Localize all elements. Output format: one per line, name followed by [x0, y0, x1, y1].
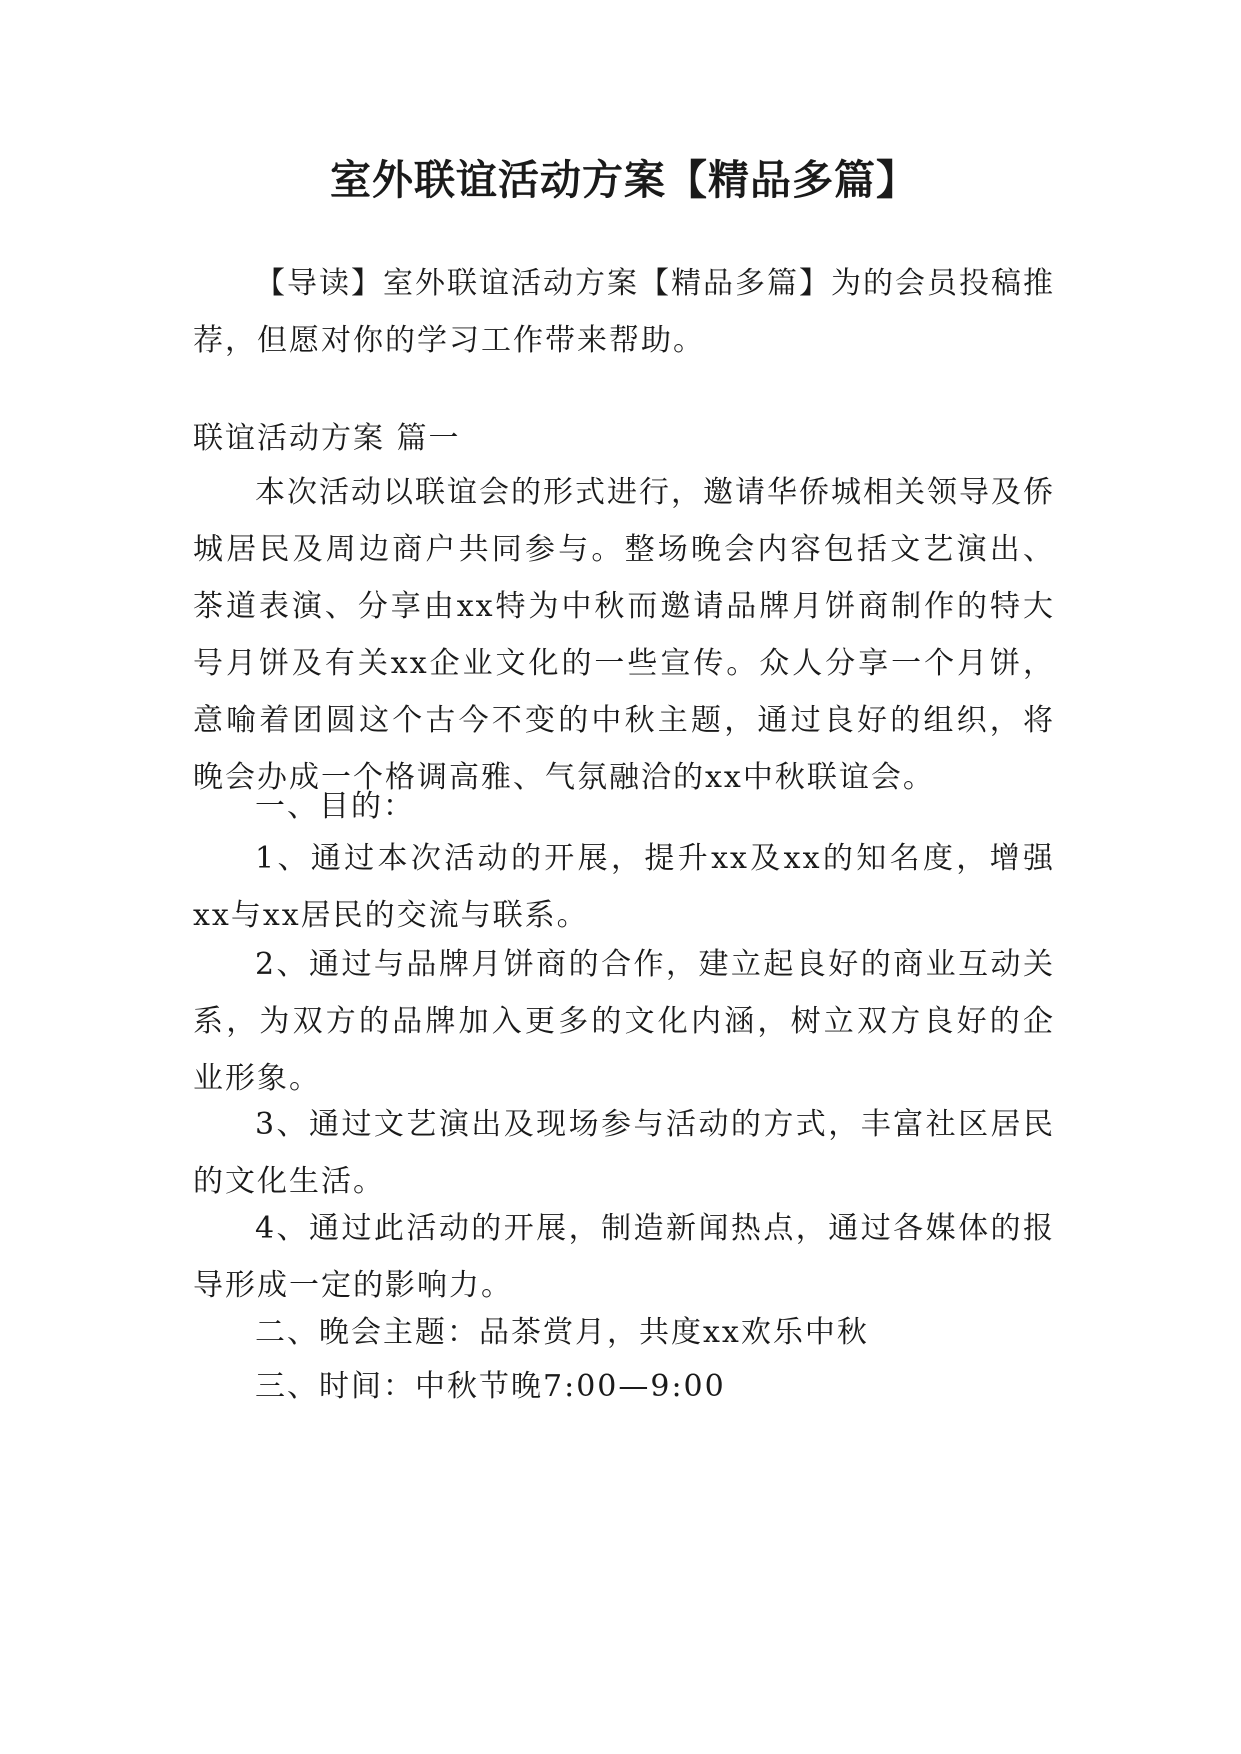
body-paragraph-3: 1、通过本次活动的开展，提升xx及xx的知名度，增强xx与xx居民的交流与联系。 — [193, 841, 1055, 933]
body-paragraph-4: 2、通过与品牌月饼商的合作，建立起良好的商业互动关系，为双方的品牌加入更多的文化内涵，树立双方良好的企业形象。 — [193, 947, 1055, 1096]
document-title: 室外联谊活动方案【精品多篇】 — [330, 156, 918, 204]
document-page — [193, 0, 1055, 1754]
body-paragraph-1: 本次活动以联谊会的形式进行，邀请华侨城相关领导及侨城居民及周边商户共同参与。整场晚会内容包括文艺演出、茶道表演、分享由xx特为中秋而邀请品牌月饼商制作的特大号月饼及有关xx企业文化的一些宣传。众人分享一个月饼，意喻着团圆这个古今不变的中秋主题，通过良好的组织，将晚会办成一个格调高雅、气氛融洽的xx中秋联谊会。 — [193, 475, 1055, 795]
intro-paragraph: 【导读】室外联谊活动方案【精品多篇】为的会员投稿推荐，但愿对你的学习工作带来帮助。 — [193, 266, 1055, 358]
body-paragraph-2: 一、目的： — [255, 789, 415, 824]
body-paragraph-5: 3、通过文艺演出及现场参与活动的方式，丰富社区居民的文化生活。 — [193, 1107, 1055, 1199]
body-paragraph-7: 二、晚会主题：品茶赏月，共度xx欢乐中秋 — [255, 1315, 869, 1350]
body-paragraph-8: 三、时间：中秋节晚7:00—9:00 — [255, 1369, 726, 1404]
section-heading: 联谊活动方案 篇一 — [193, 421, 461, 456]
body-paragraph-6: 4、通过此活动的开展，制造新闻热点，通过各媒体的报导形成一定的影响力。 — [193, 1211, 1055, 1303]
